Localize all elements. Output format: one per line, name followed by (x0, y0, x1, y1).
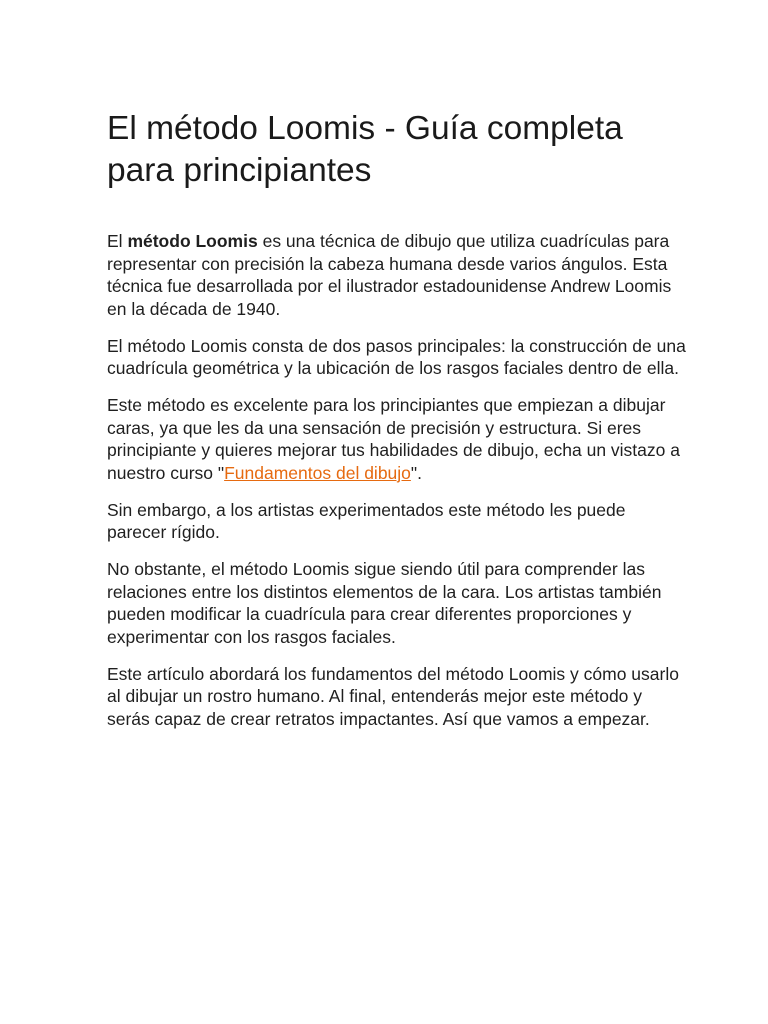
intro-text-start: El (107, 231, 128, 251)
paragraph-conclusion: Este artículo abordará los fundamentos del método Loomis y cómo usarlo al dibujar un rostro humano. Al final, entenderás mejor este método y serás capaz de crear retratos impactantes. Así que vamos a empezar. (107, 663, 679, 729)
beginners-text-start: Este método es excelente para los principiantes que empiezan a dibujar caras, ya que les da una sensación de precisión y estructura. Si eres principiante y quieres mejorar tus habilidades de dibujo, echa un vistazo a nuestro curso " (107, 395, 680, 483)
paragraph-experienced: Sin embargo, a los artistas experimentados este método les puede parecer rígido. (107, 499, 626, 542)
page-title: El método Loomis - Guía completa para principiantes (107, 110, 623, 189)
document-page (107, 108, 687, 745)
beginners-text-end: ". (410, 462, 422, 483)
paragraph-intro (107, 230, 687, 320)
intro-text-rest: es una técnica de dibujo que utiliza cuadrículas para representar con precisión la cabeza humana desde varios ángulos. Esta técnica fue desarrollada por el ilustrador estadounidense Andrew Loomis en la década de 1940. (107, 231, 672, 319)
article-body (107, 230, 687, 730)
course-link[interactable]: Fundamentos del dibujo (224, 462, 411, 483)
paragraph-steps: El método Loomis consta de dos pasos principales: la construcción de una cuadrícula geométrica y la ubicación de los rasgos faciales dentro de ella. (107, 335, 686, 378)
paragraph-usefulness: No obstante, el método Loomis sigue siendo útil para comprender las relaciones entre los distintos elementos de la cara. Los artistas también pueden modificar la cuadrícula para crear diferentes proporciones y experimentar con los rasgos faciales. (107, 559, 662, 647)
paragraph-beginners (107, 394, 687, 484)
intro-bold-term: método Loomis (127, 231, 258, 251)
